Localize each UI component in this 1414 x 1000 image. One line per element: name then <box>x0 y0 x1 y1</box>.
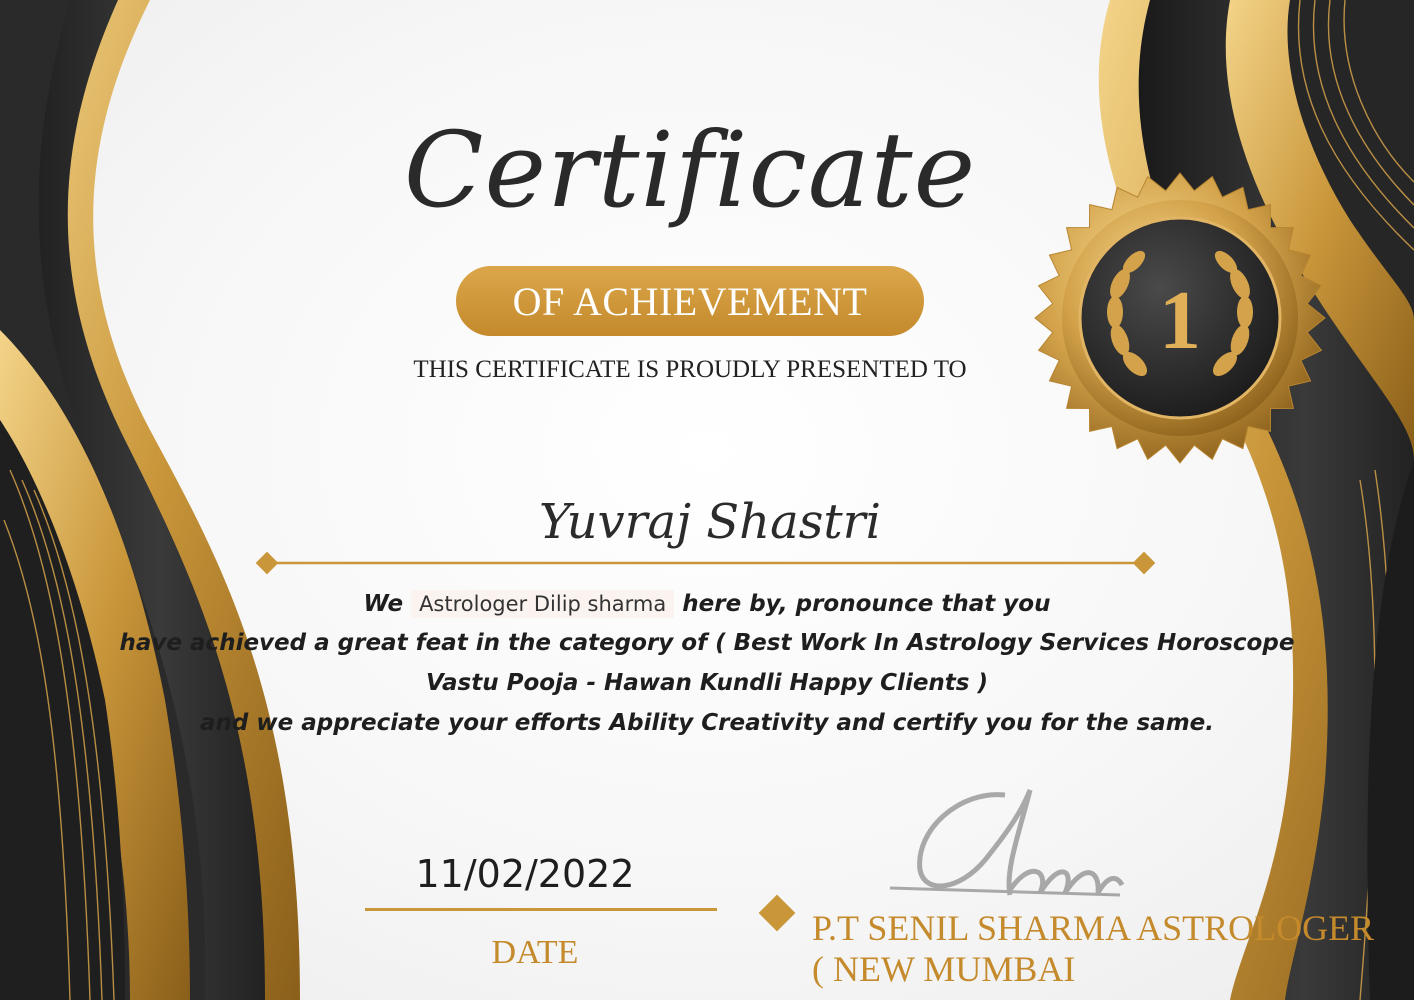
date-underline <box>365 908 717 911</box>
signatory-location: ( NEW MUMBAI <box>812 949 1076 990</box>
badge-number: 1 <box>1159 274 1201 367</box>
body-line-1 <box>30 590 1384 618</box>
presented-to-line: THIS CERTIFICATE IS PROUDLY PRESENTED TO <box>413 356 967 383</box>
signature-scribble <box>890 790 1122 895</box>
signatory-block <box>812 908 1412 991</box>
body-line-1-suffix: here by, pronounce that you <box>682 591 1051 617</box>
date-label: DATE <box>491 934 579 971</box>
recipient-name: Yuvraj Shastri <box>539 494 881 550</box>
body-line-3: Vastu Pooja - Hawan Kundli Happy Clients ) <box>425 670 989 696</box>
body-line-1-prefix: We <box>363 591 404 617</box>
name-divider <box>256 552 1156 575</box>
signatory-name: P.T SENIL SHARMA ASTROLOGER <box>812 908 1375 948</box>
issuer-name: Astrologer Dilip sharma <box>411 590 674 618</box>
subtitle-banner: OF ACHIEVEMENT <box>456 266 924 336</box>
date-value: 11/02/2022 <box>415 852 635 896</box>
body-line-2: have achieved a great feat in the category of ( Best Work In Astrology Services Horoscope <box>119 630 1295 656</box>
certificate-title: Certificate <box>403 109 977 231</box>
body-line-4: and we appreciate your efforts Ability Creativity and certify you for the same. <box>200 710 1214 736</box>
diamond-ornament-icon <box>759 895 796 932</box>
